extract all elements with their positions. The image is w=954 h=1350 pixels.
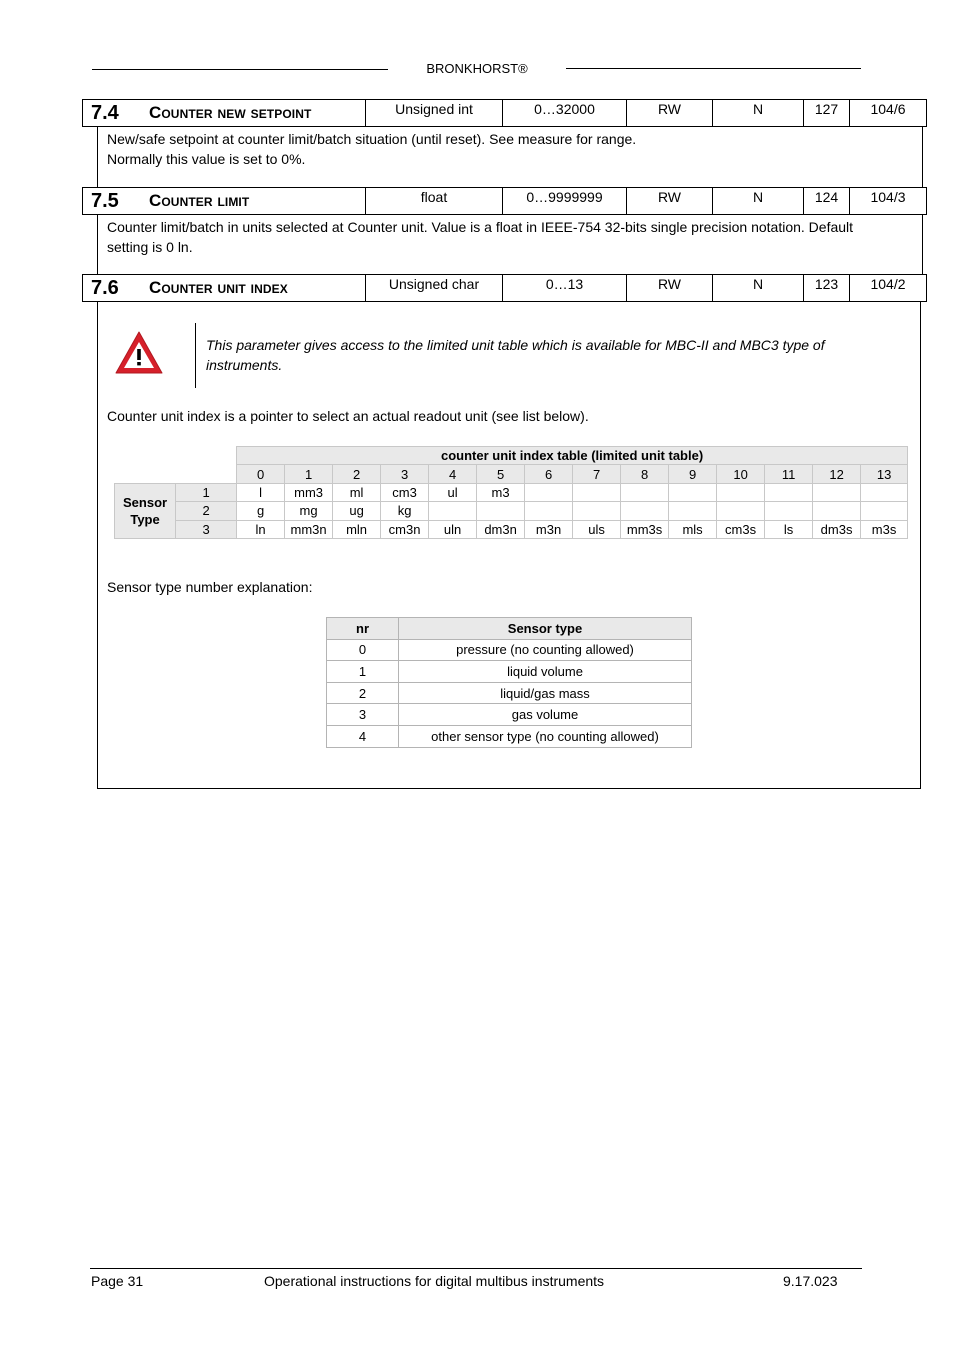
footer-doc-title: Operational instructions for digital multibus instruments — [264, 1273, 605, 1289]
unit-index-row — [115, 465, 908, 483]
col-header-type: Sensor type — [399, 618, 692, 640]
unit-cell: ls — [765, 520, 813, 538]
unit-index-header: 8 — [621, 465, 669, 483]
sensor-type-name: liquid volume — [399, 661, 692, 683]
sensor-number: 3 — [176, 520, 237, 538]
sensor-type-table — [326, 617, 692, 748]
sensor-type-row — [327, 682, 692, 704]
unit-cell — [861, 502, 908, 520]
unit-index-header: 5 — [477, 465, 525, 483]
param-proc-par: 104/2 — [849, 275, 926, 301]
description-line: New/safe setpoint at counter limit/batch situation (until reset). See measure for range. — [107, 131, 637, 147]
unit-cell: m3s — [861, 520, 908, 538]
unit-cell — [813, 483, 861, 501]
sensor-nr: 2 — [327, 682, 399, 704]
unit-cell: dm3s — [813, 520, 861, 538]
unit-cell — [861, 483, 908, 501]
sensor-type-row — [327, 661, 692, 683]
unit-cell — [813, 502, 861, 520]
param-secured: N — [712, 100, 803, 126]
param-number: 127 — [803, 100, 849, 126]
sensor-nr: 0 — [327, 639, 399, 661]
header-brand: BRONKHORST® — [426, 61, 528, 76]
unit-index-header: 3 — [381, 465, 429, 483]
sensor-nr: 3 — [327, 704, 399, 726]
param-secured: N — [712, 275, 803, 301]
param-access: RW — [626, 100, 712, 126]
section-7-5-header — [82, 187, 927, 215]
param-secured: N — [712, 188, 803, 214]
unit-index-header: 7 — [573, 465, 621, 483]
unit-cell: l — [237, 483, 285, 501]
sensor-nr: 4 — [327, 725, 399, 747]
unit-index-header: 2 — [333, 465, 381, 483]
sensor-type-name: liquid/gas mass — [399, 682, 692, 704]
unit-row — [115, 520, 908, 538]
param-proc-par: 104/6 — [849, 100, 926, 126]
unit-cell: cm3 — [381, 483, 429, 501]
sensor-type-name: other sensor type (no counting allowed) — [399, 725, 692, 747]
unit-cell — [429, 502, 477, 520]
section-7-5-description — [97, 215, 923, 275]
counter-unit-table — [114, 446, 908, 539]
section-7-4-header — [82, 99, 927, 127]
footer-page: Page 31 — [91, 1273, 144, 1289]
unit-cell — [621, 502, 669, 520]
param-type: float — [365, 188, 502, 214]
unit-index-header: 10 — [717, 465, 765, 483]
unit-cell: mm3 — [285, 483, 333, 501]
unit-cell: mm3s — [621, 520, 669, 538]
sensor-type-name: gas volume — [399, 704, 692, 726]
param-type: Unsigned char — [365, 275, 502, 301]
unit-index-header: 12 — [813, 465, 861, 483]
unit-index-header: 13 — [861, 465, 908, 483]
section-number: 7.6 — [91, 276, 119, 299]
unit-cell: dm3n — [477, 520, 525, 538]
unit-cell: m3n — [525, 520, 573, 538]
explanation-label: Sensor type number explanation: — [107, 579, 313, 595]
footer-doc-number: 9.17.023 — [783, 1273, 838, 1289]
unit-cell — [717, 483, 765, 501]
param-number: 123 — [803, 275, 849, 301]
unit-index-header: 9 — [669, 465, 717, 483]
sensor-type-label: Sensor Type — [115, 483, 176, 538]
unit-cell: mm3n — [285, 520, 333, 538]
section-number: 7.5 — [91, 189, 119, 212]
unit-cell — [765, 502, 813, 520]
unit-cell — [765, 483, 813, 501]
param-range: 0…13 — [502, 275, 626, 301]
unit-cell — [621, 483, 669, 501]
unit-cell — [717, 502, 765, 520]
sensor-type-name: pressure (no counting allowed) — [399, 639, 692, 661]
description-line: setting is 0 ln. — [107, 239, 193, 255]
sensor-number: 1 — [176, 483, 237, 501]
section-7-4-description — [97, 127, 923, 187]
unit-cell: ml — [333, 483, 381, 501]
unit-cell — [525, 502, 573, 520]
unit-cell: ul — [429, 483, 477, 501]
unit-cell: g — [237, 502, 285, 520]
param-range: 0…32000 — [502, 100, 626, 126]
unit-cell: mln — [333, 520, 381, 538]
footer-rule — [90, 1268, 862, 1269]
unit-table-caption: counter unit index table (limited unit table) — [237, 447, 908, 465]
param-type: Unsigned int — [365, 100, 502, 126]
sensor-type-row — [327, 704, 692, 726]
description-line: Normally this value is set to 0%. — [107, 151, 306, 167]
unit-cell — [525, 483, 573, 501]
warning-separator — [195, 323, 196, 388]
description-line: Counter limit/batch in units selected at Counter unit. Value is a float in IEEE-754 32-bits single precision notation. Default — [107, 219, 854, 235]
unit-cell — [669, 483, 717, 501]
unit-index-header: 0 — [237, 465, 285, 483]
unit-index-header: 11 — [765, 465, 813, 483]
unit-index-header: 1 — [285, 465, 333, 483]
unit-row — [115, 502, 908, 520]
section-title: Counter unit index — [149, 278, 288, 297]
unit-row — [115, 483, 908, 501]
unit-cell: cm3n — [381, 520, 429, 538]
unit-cell: uln — [429, 520, 477, 538]
sensor-number: 2 — [176, 502, 237, 520]
unit-index-header: 6 — [525, 465, 573, 483]
sensor-type-row — [327, 725, 692, 747]
param-range: 0…9999999 — [502, 188, 626, 214]
unit-cell: mg — [285, 502, 333, 520]
param-number: 124 — [803, 188, 849, 214]
unit-cell: kg — [381, 502, 429, 520]
unit-cell — [573, 483, 621, 501]
param-access: RW — [626, 275, 712, 301]
param-proc-par: 104/3 — [849, 188, 926, 214]
warning-text: This parameter gives access to the limited unit table which is available for MBC-II and MBC3 type of instruments. — [206, 337, 825, 373]
col-header-nr: nr — [327, 618, 399, 640]
unit-cell: uls — [573, 520, 621, 538]
warning-triangle-icon — [114, 330, 164, 375]
section-title: Counter limit — [149, 191, 250, 210]
unit-cell: m3 — [477, 483, 525, 501]
unit-cell: ug — [333, 502, 381, 520]
unit-cell: cm3s — [717, 520, 765, 538]
intro-text: Counter unit index is a pointer to select an actual readout unit (see list below). — [107, 408, 589, 424]
unit-index-header: 4 — [429, 465, 477, 483]
section-number: 7.4 — [91, 101, 119, 124]
unit-cell — [573, 502, 621, 520]
section-title: Counter new setpoint — [149, 103, 312, 122]
unit-cell — [477, 502, 525, 520]
sensor-nr: 1 — [327, 661, 399, 683]
sensor-type-row — [327, 639, 692, 661]
unit-cell: ln — [237, 520, 285, 538]
section-7-6-header — [82, 274, 927, 302]
param-access: RW — [626, 188, 712, 214]
unit-cell — [669, 502, 717, 520]
unit-cell: mls — [669, 520, 717, 538]
